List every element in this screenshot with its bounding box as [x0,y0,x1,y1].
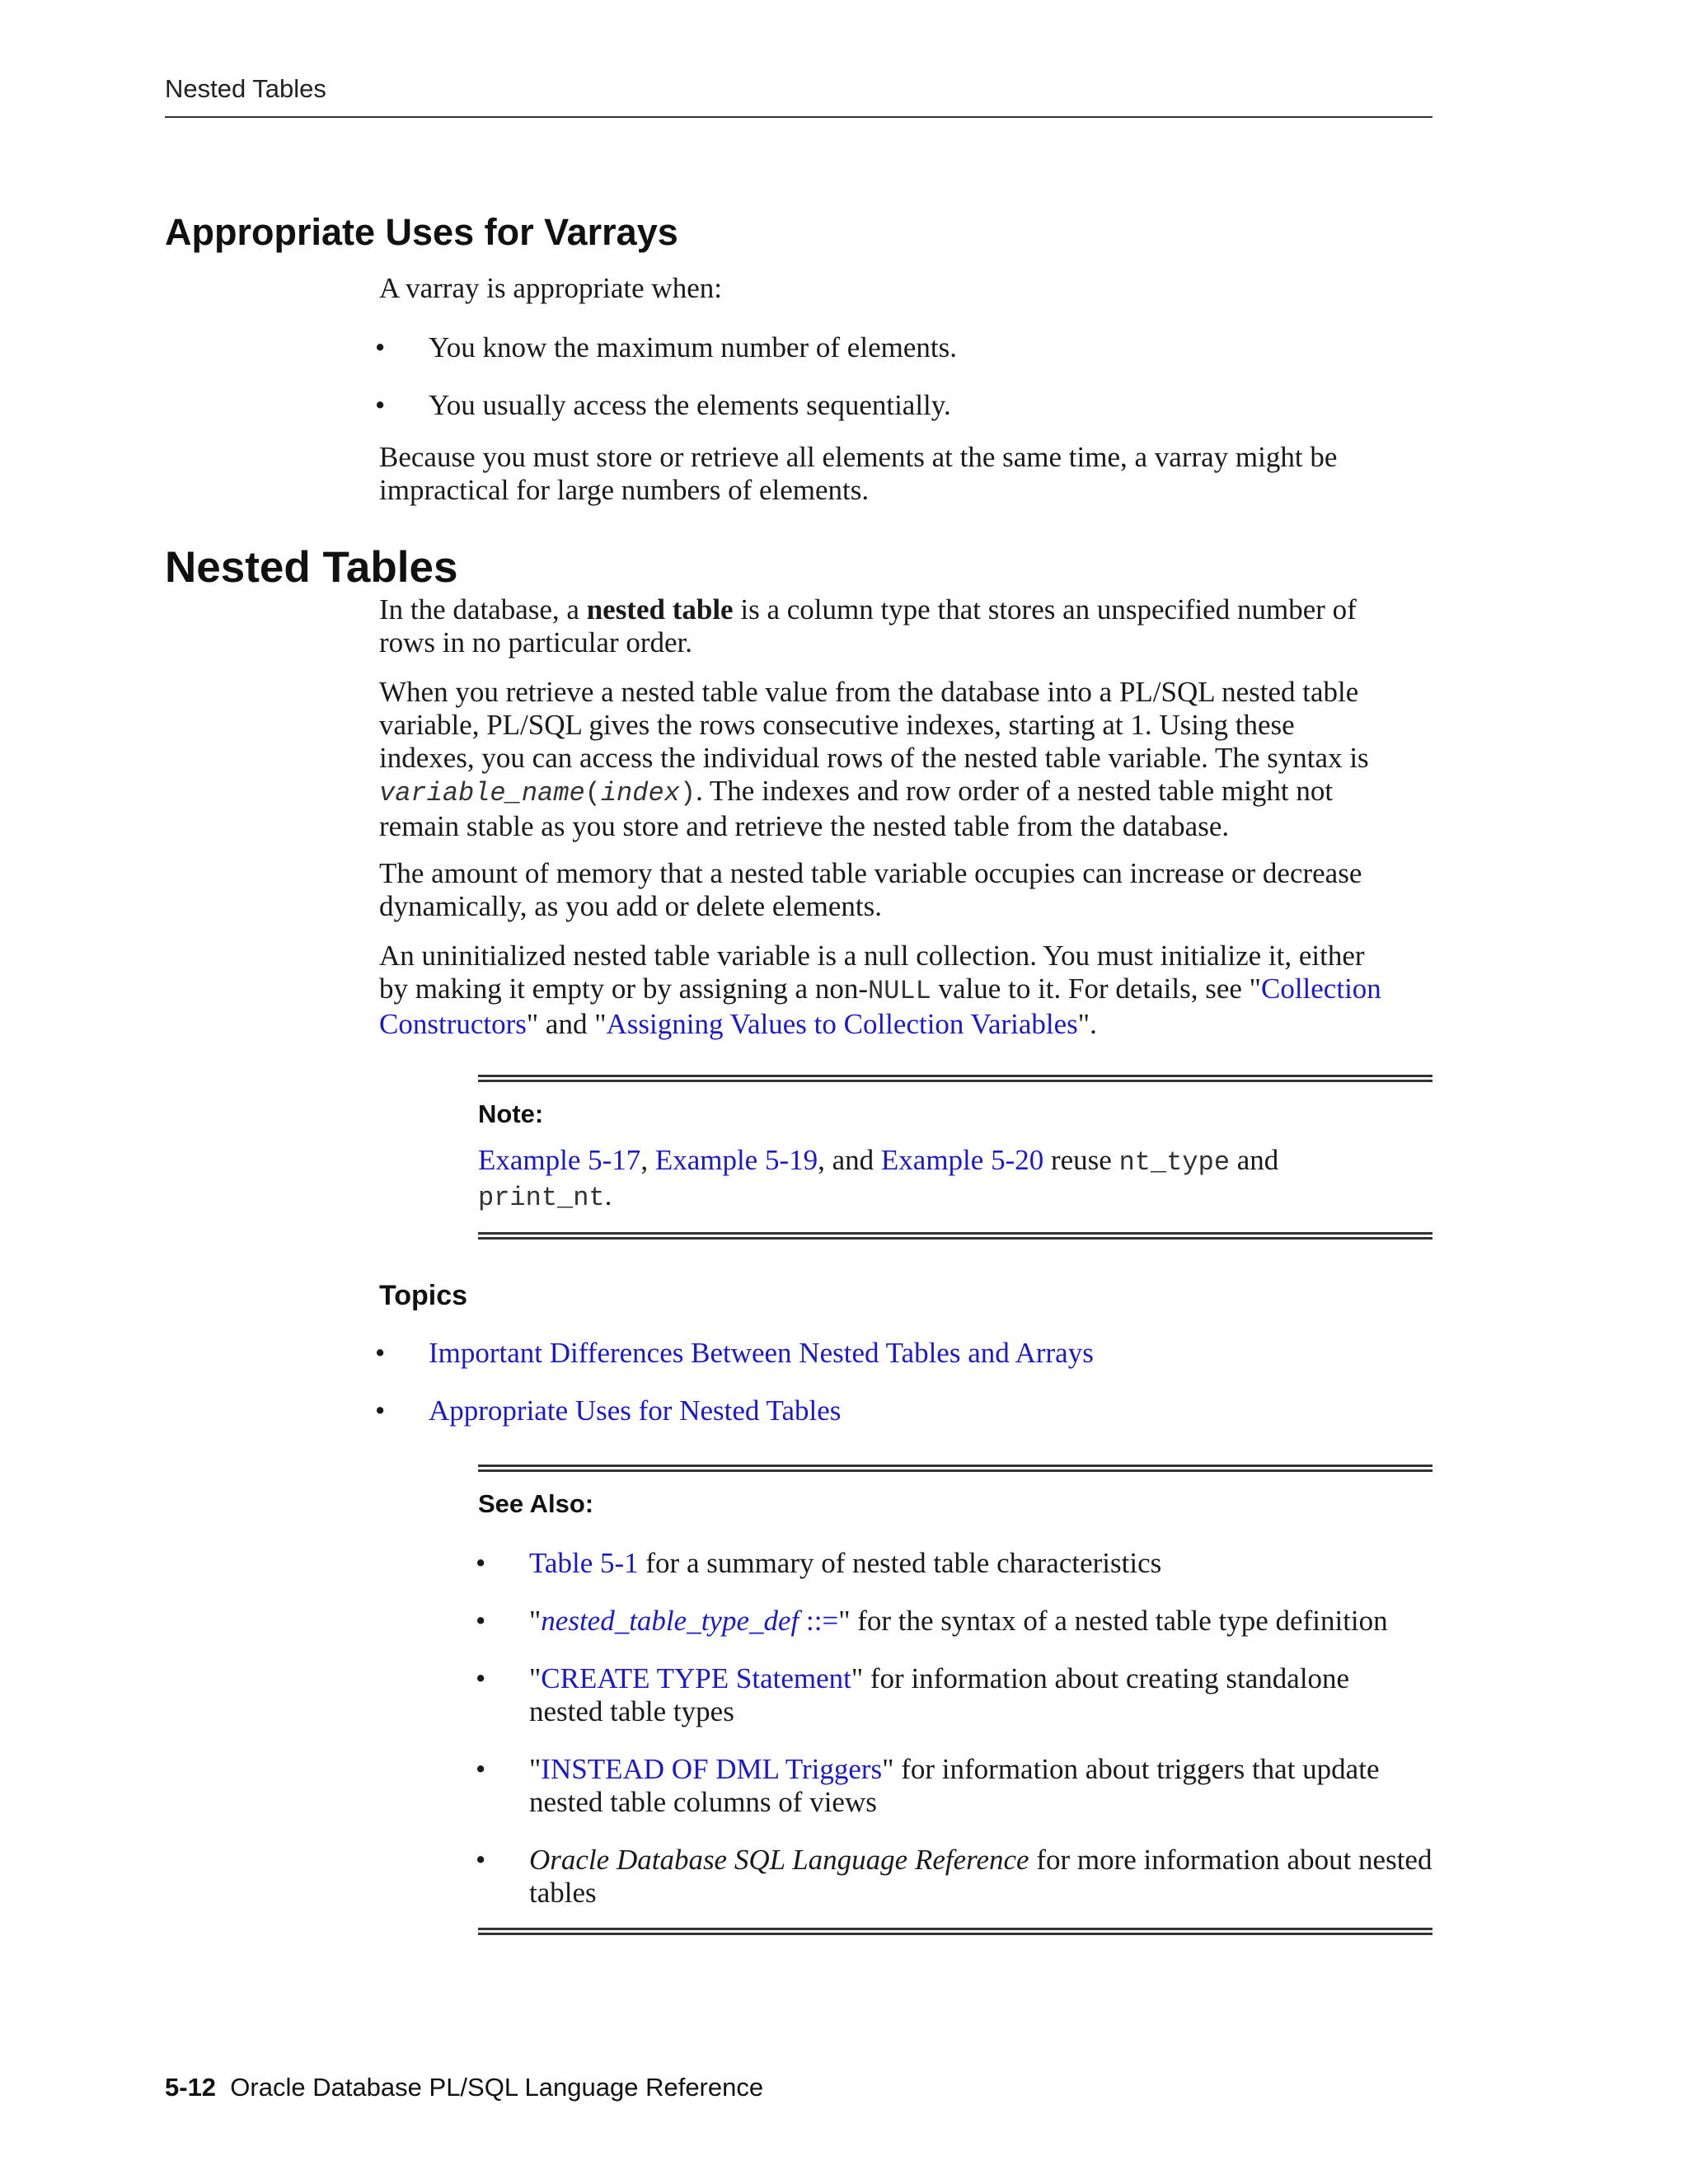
list-item: • Oracle Database SQL Language Reference for more information about nested tables [476,1844,1432,1909]
list-item: • "nested_table_type_def ::=" for the syntax of a nested table type definition [476,1605,1388,1637]
section-title-varrays: Appropriate Uses for Varrays [165,211,678,253]
table-5-1-link[interactable]: Table 5-1 [529,1547,639,1579]
bullet-icon: • [476,1662,486,1694]
bullet-icon: • [476,1844,486,1876]
note-top-rule [478,1075,1432,1082]
bullet-icon: • [476,1605,486,1637]
header-rule [165,116,1432,118]
nested-paragraph-1: In the database, a nested table is a column type that stores an unspecified number of rows in no particular order. [379,593,1357,658]
example-5-19-link[interactable]: Example 5-19 [654,1144,818,1176]
page-footer [165,2073,763,2102]
list-item: • "CREATE TYPE Statement" for information about creating standalone nested table types [476,1662,1350,1727]
note-text: Example 5-17, Example 5-19, and Example 5-20 reuse nt_type and print_nt. [478,1144,1279,1213]
nested-paragraph-3: The amount of memory that a nested table variable occupies can increase or decrease dynamically, as you add or delete elements. [379,857,1362,922]
varrays-intro: A varray is appropriate when: [379,272,722,304]
create-type-statement-link[interactable]: CREATE TYPE Statement [541,1662,851,1694]
running-head: Nested Tables [165,74,326,103]
bullet-icon: • [375,1337,386,1369]
bullet-icon: • [476,1547,486,1579]
see-also-bottom-rule [478,1928,1432,1935]
list-item: • You know the maximum number of elements. [375,331,957,363]
see-also-top-rule [478,1465,1432,1472]
page-number: 5-12 [165,2073,217,2102]
section-title-nested-tables: Nested Tables [165,543,458,592]
nested-paragraph-2: When you retrieve a nested table value from the database into a PL/SQL nested table variable, PL/SQL gives the rows consecutive indexes, starting at 1. Using these indexes, you can access the individual rows of the nested table variable. The syntax is variable_name(index). The indexes and row order of a nested table might not remain stable as you store and retrieve the nested table from the database. [379,676,1369,842]
note-bottom-rule [478,1232,1432,1240]
topic-link-appropriate-uses[interactable]: Appropriate Uses for Nested Tables [429,1394,842,1427]
topic-link-differences[interactable]: Important Differences Between Nested Tables and Arrays [429,1337,1094,1369]
list-item [375,1337,1094,1370]
bullet-icon: • [375,331,386,363]
collection-constructors-link[interactable]: Collection Constructors [379,972,1381,1040]
list-item [375,1394,842,1427]
example-5-17-link[interactable]: Example 5-17 [478,1144,641,1176]
assigning-values-link[interactable]: Assigning Values to Collection Variables [606,1008,1078,1040]
nested-paragraph-4: An uninitialized nested table variable is a null collection. You must initialize it, either by making it empty or by assigning a non-NULL value to it. For details, see "Collection Constructors" and "Assigning Values to Collection Variables". [379,940,1381,1040]
list-item: • "INSTEAD OF DML Triggers" for information about triggers that update nested table columns of views [476,1753,1380,1818]
varrays-closing: Because you must store or retrieve all elements at the same time, a varray might be impractical for large numbers of elements. [379,441,1338,506]
bullet-icon: • [375,389,386,421]
instead-of-dml-triggers-link[interactable]: INSTEAD OF DML Triggers [541,1753,883,1785]
list-item: • You usually access the elements sequentially. [375,389,951,421]
bullet-icon: • [476,1753,486,1785]
see-also-label: See Also: [478,1489,594,1518]
bullet-icon: • [375,1394,386,1427]
book-title: Oracle Database PL/SQL Language Reference [230,2073,764,2102]
topics-label: Topics [379,1280,468,1311]
example-5-20-link[interactable]: Example 5-20 [880,1144,1044,1176]
syntax-code: variable_name(index) [379,778,696,808]
nested-table-type-def-link[interactable]: nested_table_type_def ::= [541,1605,839,1637]
note-label: Note: [478,1099,544,1128]
list-item: • Table 5-1 for a summary of nested table characteristics [476,1547,1162,1579]
